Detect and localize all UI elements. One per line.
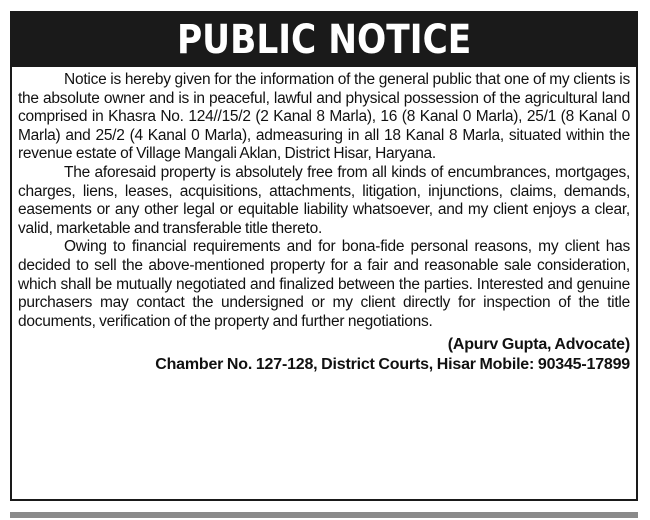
notice-body xyxy=(12,67,636,375)
notice-title: PUBLIC NOTICE xyxy=(176,17,472,63)
notice-paragraph-ownership: Notice is hereby given for the information of the general public that one of my clients is the absolute owner and is in peaceful, lawful and physical possession of the agricultural land comprised in Khasra No. 124//15/2 (2 Kanal 8 Marla), 16 (8 Kanal 0 Marla), 25/1 (8 Kanal 0 Marla) and 25/2 (4 Kanal 0 Marla), admeasuring in all 18 Kanal 8 Marla, situated within the revenue estate of Village Mangali Aklan, District Hisar, Haryana. xyxy=(18,71,630,163)
contact-address: Chamber No. 127-128, District Courts, Hisar Mobile: 90345-17899 xyxy=(155,356,630,374)
bottom-divider xyxy=(10,512,638,518)
notice-paragraph-encumbrances: The aforesaid property is absolutely free from all kinds of encumbrances, mortgages, charges, liens, leases, acquisitions, attachments, litigation, injunctions, claims, demands, easements or any other legal or equitable liability whatsoever, and my client enjoys a clear, valid, marketable and transferable title thereto. xyxy=(18,163,630,237)
notice-paragraph-sale: Owing to financial requirements and for bona-fide personal reasons, my client has decided to sell the above-mentioned property for a fair and reasonable sale consideration, which shall be mutually negotiated and finalized between the parties. Interested and genuine purchasers may contact the undersigned or my client directly for inspection of the title documents, verification of the property and further negotiations. xyxy=(18,238,630,330)
public-notice xyxy=(10,11,638,501)
notice-header-banner xyxy=(12,13,636,67)
signatory: (Apurv Gupta, Advocate) xyxy=(447,336,630,354)
